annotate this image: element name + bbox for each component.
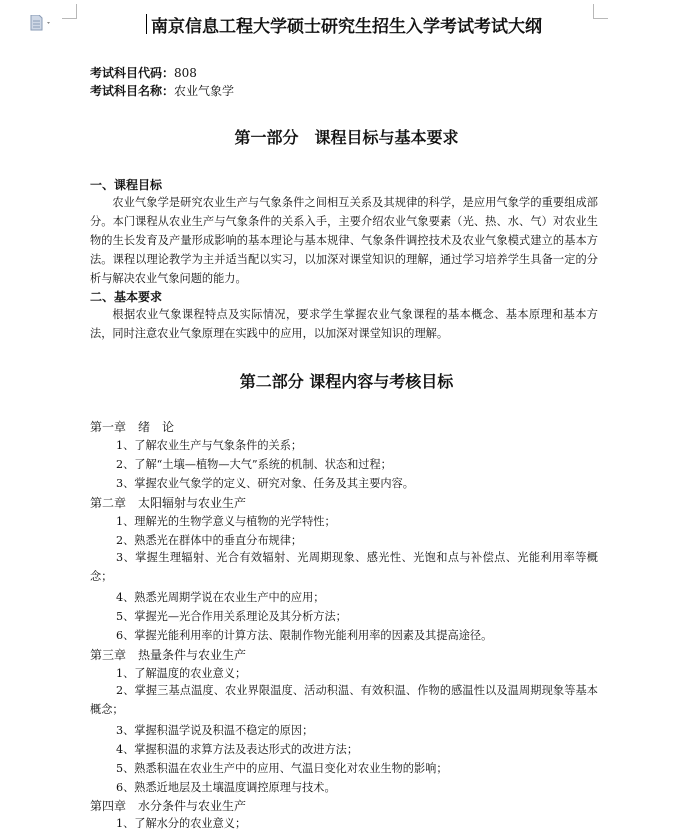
list-item: 1、了解温度的农业意义； [116, 667, 247, 680]
chapter-3-title: 第三章 热量条件与农业生产 [90, 648, 247, 662]
list-item: 3、掌握生理辐射、光合有效辐射、光周期现象、感光性、光饱和点与补偿点、光能利用率等概念； [90, 551, 598, 583]
exam-name-label: 考试科目名称： [90, 84, 175, 98]
chapter-2-title: 第二章 太阳辐射与农业生产 [90, 496, 247, 510]
exam-code-line [90, 64, 197, 81]
list-item: 1、了解农业生产与气象条件的关系； [116, 439, 303, 452]
list-item: 3、掌握积温学说及积温不稳定的原因； [116, 724, 314, 737]
list-item: 6、掌握光能利用率的计算方法、限制作物光能利用率的因素及其提高途径。 [116, 629, 493, 642]
chapter-1-title: 第一章 绪 论 [90, 420, 175, 434]
list-item: 4、掌握积温的求算方法及表达形式的改进方法； [116, 743, 359, 756]
list-item: 5、熟悉积温在农业生产中的应用、气温日变化对农业生物的影响； [116, 762, 448, 775]
list-item: 5、掌握光—光合作用关系理论及其分析方法； [116, 610, 347, 623]
section-course-goals-text: 农业气象学是研究农业生产与气象条件之间相互关系及其规律的科学，是应用气象学的重要组成部分。本门课程从农业生产与气象条件的关系入手，主要介绍农业气象要素（光、热、水、气）对农业生物的生长发育及产量形成影响的基本理论与基本规律、气象条件调控技术及农业气象模式建立的基本方法。课程以理论教学为主并适当配以实习，以加深对课堂知识的理解，通过学习培养学生具备一定的分析与解决农业气象问题的能力。 [90, 196, 598, 285]
exam-name-line [90, 82, 234, 99]
section-basic-requirements-text: 根据农业气象课程特点及实际情况，要求学生掌握农业气象课程的基本概念、基本原理和基本方法，同时注意农业气象原理在实践中的应用，以加深对课堂知识的理解。 [90, 308, 598, 340]
part-one-heading: 第一部分 课程目标与基本要求 [234, 128, 459, 147]
chapter-4-title: 第四章 水分条件与农业生产 [90, 799, 247, 813]
exam-code-label: 考试科目代码： [90, 66, 175, 80]
list-item: 3、掌握农业气象学的定义、研究对象、任务及其主要内容。 [116, 477, 414, 490]
part-two-heading: 第二部分 课程内容与考核目标 [239, 372, 454, 391]
list-item: 1、了解水分的农业意义； [116, 817, 247, 830]
list-item: 4、熟悉光周期学说在农业生产中的应用； [116, 591, 325, 604]
section-course-goals-heading: 一、课程目标 [90, 178, 163, 192]
list-item: 6、熟悉近地层及土壤温度调控原理与技术。 [116, 781, 336, 794]
exam-name-value: 农业气象学 [174, 84, 235, 98]
list-item: 2、熟悉光在群体中的垂直分布规律； [116, 534, 303, 547]
page-title: 南京信息工程大学硕士研究生招生入学考试考试大纲 [151, 17, 542, 37]
exam-code-value: 808 [174, 66, 197, 80]
list-item: 2、了解“土壤—植物—大气”系统的机制、状态和过程； [116, 458, 392, 471]
section-basic-requirements-heading: 二、基本要求 [90, 290, 163, 304]
list-item: 2、掌握三基点温度、农业界限温度、活动积温、有效积温、作物的感温性以及温周期现象等基本概念； [90, 684, 598, 716]
list-item: 1、理解光的生物学意义与植物的光学特性； [116, 515, 336, 528]
